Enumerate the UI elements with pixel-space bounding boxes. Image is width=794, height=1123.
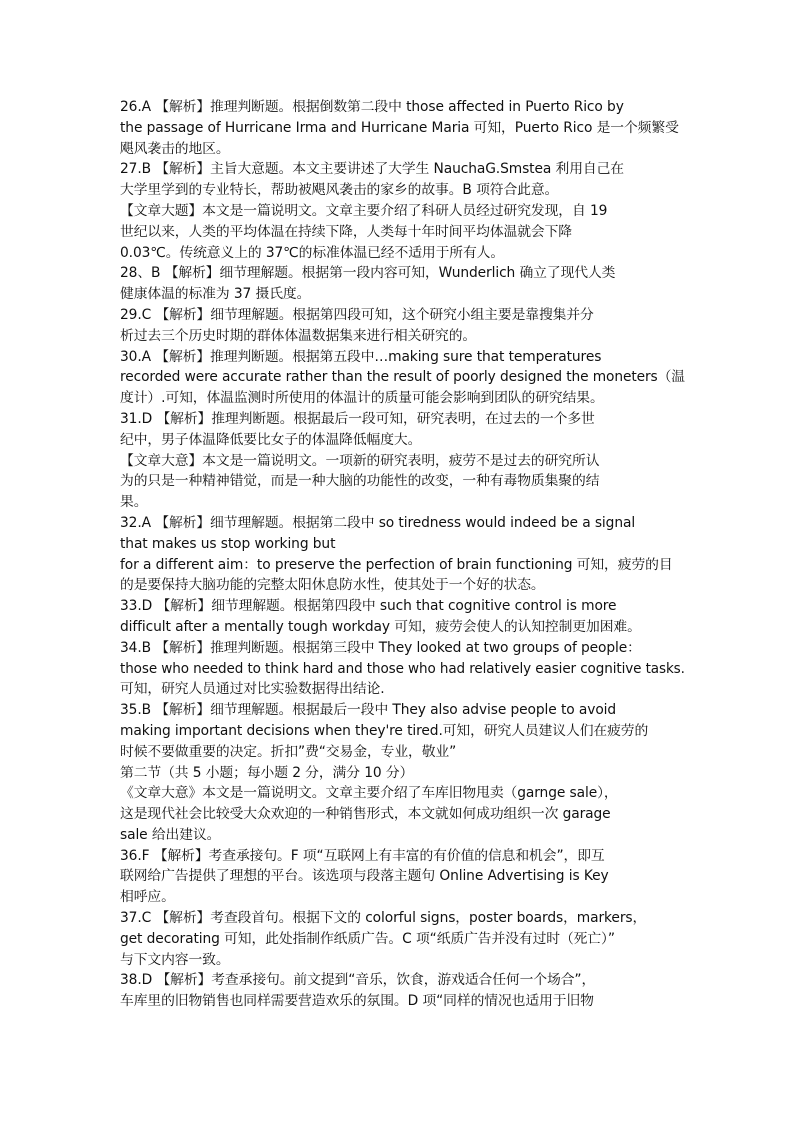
text-line: for a different aim：to preserve the perfection of brain functioning 可知，疲劳的目 [120, 556, 673, 573]
text-line: 《文章大意》本文是一篇说明文。文章主要介绍了车库旧物甩卖（garnge sale）， [120, 785, 618, 802]
text-line: 32.A 【解析】细节理解题。根据第二段中 so tiredness would indeed be a signal [120, 514, 636, 531]
text-line: recorded were accurate rather than the result of poorly designed the moneters（温 [120, 369, 685, 386]
text-line: 为的只是一种精神错觉，而是一种大脑的功能性的改变，一种有毒物质集聚的结 [120, 473, 600, 490]
text-line: sale 给出建议。 [120, 826, 221, 843]
text-line: 36.F 【解析】考查承接句。F 项“互联网上有丰富的有价值的信息和机会”，即互 [120, 847, 605, 864]
text-line: 29.C 【解析】细节理解题。根据第四段可知，这个研究小组主要是靠搜集并分 [120, 306, 594, 323]
text-line: 时候不要做重要的决定。折扣”费“交易金，专业，敬业” [120, 743, 457, 760]
text-line: those who needed to think hard and those who had relatively easier cognitive tasks. [120, 660, 685, 677]
text-line: get decorating 可知，此处指制作纸质广告。C 项“纸质广告并没有过时（死亡）” [120, 930, 615, 947]
text-line: 37.C 【解析】考查段首句。根据下文的 colorful signs，poster boards，markers， [120, 910, 647, 927]
text-line: 飓风袭击的地区。 [120, 140, 230, 157]
text-line: 健康体温的标准为 37 摄氏度。 [120, 286, 311, 303]
text-line: 这是现代社会比较受大众欢迎的一种销售形式，本文就如何成功组织一次 garage [120, 806, 611, 823]
text-line: 26.A 【解析】推理判断题。根据倒数第二段中 those affected in Puerto Rico by [120, 99, 624, 115]
text-line: 34.B 【解析】推理判断题。根据第三段中 They looked at two groups of people： [120, 639, 641, 656]
text-line: 的是要保持大脑功能的完整太阳休息防水性，使其处于一个好的状态。 [120, 577, 545, 594]
text-line: making important decisions when they're tired.可知，研究人员建议人们在疲劳的 [120, 722, 649, 739]
text-line: 纪中，男子体温降低要比女子的体温降低幅度大。 [120, 431, 422, 448]
text-line: 与下文内容一致。 [120, 951, 230, 968]
text-line: 35.B 【解析】细节理解题。根据最后一段中 They also advise people to avoid [120, 702, 617, 719]
text-line: 大学里学到的专业特长，帮助被飓风袭击的家乡的故事。B 项符合此意。 [120, 182, 559, 199]
text-line: 第二节（共 5 小题；每小题 2 分，满分 10 分） [120, 764, 414, 781]
text-line: 联网给广告提供了理想的平台。该选项与段落主题句 Online Advertising is Key [120, 868, 609, 885]
text-line: 析过去三个历史时期的群体体温数据集来进行相关研究的。 [120, 327, 477, 344]
text-line: 【文章大意】本文是一篇说明文。一项新的研究表明，疲劳不是过去的研究所认 [120, 452, 600, 469]
text-line: 33.D 【解析】细节理解题。根据第四段中 such that cognitive control is more [120, 598, 617, 615]
text-line: 27.B 【解析】主旨大意题。本文主要讲述了大学生 NauchaG.Smstea 利用自己在 [120, 161, 625, 178]
text-line: 世纪以来，人类的平均体温在持续下降，人类每十年时间平均体温就会下降 [120, 223, 572, 240]
text-line: 28、B 【解析】细节理解题。根据第一段内容可知，Wunderlich 确立了现代人类 [120, 265, 616, 282]
text-line: 31.D 【解析】推理判断题。根据最后一段可知，研究表明，在过去的一个多世 [120, 410, 595, 427]
text-line: 车库里的旧物销售也同样需要营造欢乐的氛围。D 项“同样的情况也适用于旧物 [120, 993, 594, 1010]
text-line: 度计）.可知，体温监测时所使用的体温计的质量可能会影响到团队的研究结果。 [120, 390, 604, 407]
answer-explanation-page [120, 97, 685, 1012]
text-line: difficult after a mentally tough workday 可知，疲劳会使人的认知控制更加困难。 [120, 618, 641, 635]
text-line: 0.03℃。传统意义上的 37℃的标准体温已经不适用于所有人。 [120, 244, 505, 261]
text-line: the passage of Hurricane Irma and Hurricane Maria 可知，Puerto Rico 是一个频繁受 [120, 119, 679, 136]
text-line: 【文章大题】本文是一篇说明文。文章主要介绍了科研人员经过研究发现，自 19 [120, 202, 608, 219]
text-line: 可知，研究人员通过对比实验数据得出结论. [120, 681, 385, 698]
text-line: 果。 [120, 494, 148, 511]
text-line: 30.A 【解析】推理判断题。根据第五段中…making sure that temperatures [120, 348, 602, 365]
text-line: that makes us stop working but [120, 535, 336, 552]
text-line: 38.D 【解析】考查承接句。前文提到“音乐，饮食，游戏适合任何一个场合”， [120, 972, 596, 989]
text-line: 相呼应。 [120, 889, 175, 906]
